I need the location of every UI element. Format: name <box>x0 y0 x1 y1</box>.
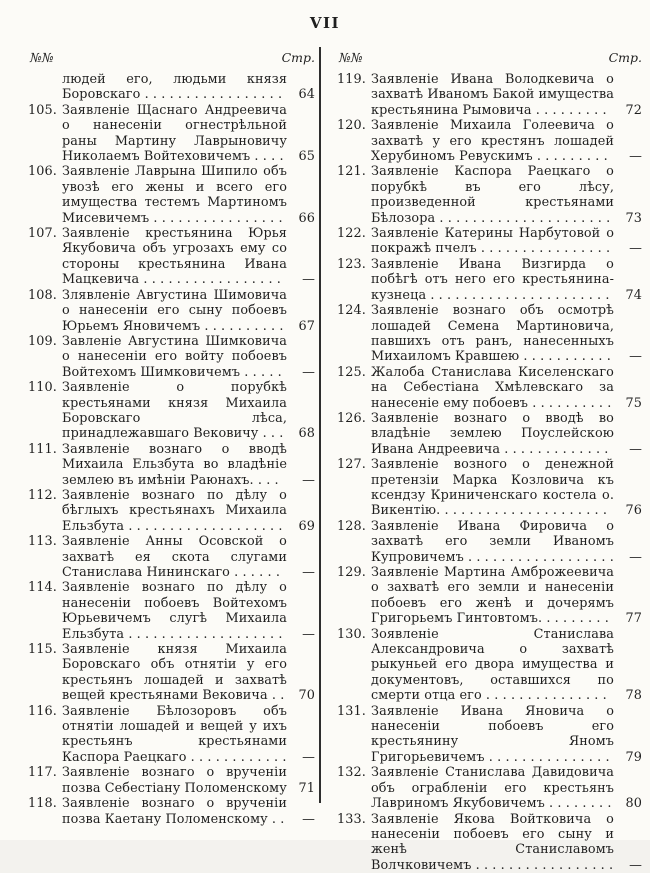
leader-dots: . . . . . . . . . . . . . . . . . . . . <box>440 503 607 518</box>
leader-dots: . . . . . . . . . . . . . . . . <box>477 241 610 256</box>
entry-title: Заявленіе возного о денежной претензіи Марка Козловича къ ксендзу Криниченскаго костела о. Викентію. <box>371 457 614 518</box>
entry-number: 110. <box>28 380 62 395</box>
toc-entry <box>337 765 642 811</box>
column-header-right <box>337 50 642 72</box>
entry-title: Заявленіе крестьянина Юрья Якубовича объ угрозахъ ему со стороны крестьянина Ивана Мацкевича <box>62 226 287 287</box>
entry-title: Заявленіе Якова Войтковича о нанесеніи побоевъ его сыну и женѣ Станиславомъ Волчковичемъ <box>371 812 614 873</box>
toc-entry <box>28 580 315 642</box>
entry-number: 108. <box>28 288 62 303</box>
entry-page-number: 72 <box>626 103 642 118</box>
leader-dots: . . . <box>258 426 283 441</box>
entry-title: Заявленіе Бѣлозоровъ объ отнятіи лошадей и вещей у ихъ крестьянъ крестьянами Каспора Раецкаго <box>62 704 287 765</box>
entry-title: Заявленіе Ивана Яновича о нанесеніи побоевъ его крестьянину Яномъ Григорьевичемъ <box>371 704 614 765</box>
entry-title: Заявленіе Ивана Фировича о захватѣ его земли Иваномъ Купровичемъ <box>371 519 614 565</box>
entry-number: 130. <box>337 627 371 642</box>
toc-entry <box>28 442 315 488</box>
entry-number: 129. <box>337 565 371 580</box>
entry-number: 124. <box>337 303 371 318</box>
entry-title: Заявленіе вознаго о врученіи позва Каетану Поломенскому <box>62 796 287 826</box>
leader-dots: . . . . . . <box>230 565 280 580</box>
entry-number: 118. <box>28 796 62 811</box>
leader-dots: . . . . . . . . . . . . . . . . . . <box>464 550 614 565</box>
entry-number: 107. <box>28 226 62 241</box>
entry-title: людей его, людьми князя Боровскаго <box>62 72 287 102</box>
toc-entry <box>337 257 642 303</box>
entry-page-number: — <box>629 349 642 364</box>
entry-number: 131. <box>337 704 371 719</box>
leader-dots: . . . . . . . . . . <box>528 396 611 411</box>
entry-title: Жалоба Станислава Киселенскаго на Себестіана Хмѣлевскаго за нанесеніе ему побоевъ <box>371 365 614 411</box>
entry-title: Заявленіе вознаго о врученіи позва Себестіану Поломенскому <box>62 765 287 795</box>
entry-page-number: 66 <box>299 211 315 226</box>
leader-dots: . . . . . . . . . . . . . . . . . <box>140 87 282 102</box>
leader-dots: . . . <box>254 473 279 488</box>
toc-entry <box>337 704 642 766</box>
numbers-column-header: №№ <box>30 50 54 65</box>
entry-number: 116. <box>28 704 62 719</box>
toc-entry <box>28 380 315 442</box>
entry-title: Зоявленіе Станислава Александровича о захватѣ рыкуньей его двора имущества и документовъ, оставшихся по смерти отца его <box>371 627 614 704</box>
toc-entry <box>28 534 315 580</box>
entry-title: Заявленіе вознаго о вводѣ во владѣніе землею Поуслейскою Ивана Андреевича <box>371 411 614 457</box>
entry-number: 115. <box>28 642 62 657</box>
entry-title: Заявленіе Мартина Амброжеевича о захватѣ его земли и нанесеніи побоевъ его женѣ и дочерямъ Григорьемъ Гинтовтомъ. <box>371 565 614 626</box>
entry-page-number: — <box>629 149 642 164</box>
toc-entry <box>28 765 315 796</box>
toc-entries-right <box>337 72 642 873</box>
toc-entry <box>337 411 642 457</box>
leader-dots: . . <box>268 688 285 703</box>
toc-entry <box>337 565 642 627</box>
leader-dots: . . . . . . . . . . . . . . . . . <box>471 858 613 873</box>
entry-page-number: — <box>302 365 315 380</box>
leader-dots: . . . . . . . . . . . . . . . <box>482 688 607 703</box>
entry-title: Заявленіе Катерины Нарбутовой о покражѣ пчелъ <box>371 226 614 256</box>
toc-column-left <box>28 50 315 827</box>
entry-page-number: 65 <box>299 149 315 164</box>
entry-number: 117. <box>28 765 62 780</box>
entry-page-number: — <box>629 550 642 565</box>
entry-page-number: 71 <box>299 781 315 796</box>
entry-title: Заявленіе Каспора Раецкаго о порубкѣ въ его лѣсу, произведенной крестьянами Бѣлозора <box>371 164 614 225</box>
toc-column-right <box>337 50 642 873</box>
entry-number: 122. <box>337 226 371 241</box>
toc-entry <box>337 365 642 411</box>
entry-number: 105. <box>28 103 62 118</box>
toc-entry <box>28 334 315 380</box>
toc-entry <box>337 519 642 565</box>
leader-dots: . . . . . . . . . . . . . . . . . . . <box>124 627 282 642</box>
toc-entry <box>337 812 642 873</box>
entry-page-number: 67 <box>299 319 315 334</box>
toc-entry <box>28 164 315 226</box>
entry-number: 133. <box>337 812 371 827</box>
entry-title: Заявленіе Анны Осовской о захватѣ ея скота слугами Станислава Нининскаго <box>62 534 287 580</box>
entry-number: 127. <box>337 457 371 472</box>
entry-number: 125. <box>337 365 371 380</box>
entry-page-number: — <box>302 272 315 287</box>
entry-title: Заявленіе о порубкѣ крестьянами князя Михаила Боровскаго лѣса, принадлежавшаго Вековичу <box>62 380 287 441</box>
entry-page-number: 75 <box>626 396 642 411</box>
leader-dots: . . . . . . . . . . . . . . . <box>485 750 610 765</box>
entry-number: 114. <box>28 580 62 595</box>
entry-page-number: 74 <box>626 288 642 303</box>
toc-entry <box>28 226 315 288</box>
entry-number: 132. <box>337 765 371 780</box>
leader-dots: . . . . . <box>240 365 282 380</box>
entry-number: 111. <box>28 442 62 457</box>
toc-entry <box>28 103 315 165</box>
entry-page-number: — <box>302 812 315 827</box>
entry-page-number: 73 <box>626 211 642 226</box>
entry-page-number: 79 <box>626 750 642 765</box>
entry-title: Заявленіе князя Михаила Боровскаго объ отнятіи у его крестьянъ лошадей и захватѣ вещей крестьянами Вековича <box>62 642 287 703</box>
entry-number: 120. <box>337 118 371 133</box>
page-column-header: Стр. <box>609 50 642 65</box>
entry-page-number: — <box>302 750 315 765</box>
entry-title: Заявленіе Станислава Давидовича объ ограбленіи его крестьянъ Лавриномъ Якубовичемъ <box>371 765 614 811</box>
entry-page-number: — <box>302 473 315 488</box>
entry-title: Заявленіе Михаила Голеевича о захватѣ у его крестянъ лошадей Херубиномъ Ревускимъ <box>371 118 614 164</box>
leader-dots: . . . . . . . . <box>542 611 609 626</box>
entry-title: Заявленіе Щаснаго Андреевича о нанесеніи огнестрѣльной раны Мартину Лаврыновичу Николаемъ Войтеховичемъ <box>62 103 287 164</box>
toc-entry <box>28 642 315 704</box>
entry-page-number: 78 <box>626 688 642 703</box>
entry-page-number: — <box>629 858 642 873</box>
leader-dots: . . . . . . . . . . . <box>519 349 611 364</box>
entry-title: Заявленіе вознаго о вводѣ Михаила Ельзбута во владѣніе землею въ имѣніи Раюнахъ. <box>62 442 287 488</box>
entry-title: Завленіе Августина Шимковича о нанесеніи его войту побоевъ Войтехомъ Шимковичемъ <box>62 334 287 380</box>
toc-entry <box>28 488 315 534</box>
entry-title: Заявленіе вознаго объ осмотрѣ лошадей Семена Мартиновича, павшихъ отъ ранъ, нанесенныхъ Михаиломъ Кравшею <box>371 303 614 364</box>
entry-title: Заявленіе вознаго по дѣлу о бѣглыхъ крестьянахъ Михаила Ельзбута <box>62 488 287 534</box>
leader-dots: . . . . . . . . . <box>533 149 608 164</box>
entry-page-number: — <box>629 442 642 457</box>
entry-number: 112. <box>28 488 62 503</box>
leader-dots: . . . . <box>250 149 283 164</box>
entry-title: Заявленіе Ивана Володкевича о захватѣ Иваномъ Бакой имущества крестьянина Рымовича <box>371 72 614 118</box>
entry-page-number: 68 <box>299 426 315 441</box>
entry-number: 113. <box>28 534 62 549</box>
entry-title: Заявленіе Лаврына Шипило объ увозѣ его жены и всего его имущества тестемъ Мартиномъ Мисевичемъ <box>62 164 287 225</box>
entry-page-number: 80 <box>626 796 642 811</box>
entry-number: 119. <box>337 72 371 87</box>
leader-dots: . . . . . . . . . . <box>200 319 283 334</box>
leader-dots: . . . . . . . . . . . . . . . . . . . . . <box>435 211 610 226</box>
entry-page-number: 76 <box>626 503 642 518</box>
leader-dots: . . . . . . . . <box>545 796 612 811</box>
leader-dots: . . <box>268 812 285 827</box>
column-divider <box>319 47 321 803</box>
column-header-left <box>28 50 315 72</box>
toc-entry <box>337 627 642 704</box>
page-column-header: Стр. <box>282 50 315 65</box>
toc-entry <box>28 796 315 827</box>
leader-dots: . . . . . . . . . . . . . . . . <box>149 211 282 226</box>
toc-entry <box>337 118 642 164</box>
toc-entry <box>337 164 642 226</box>
toc-entry <box>337 226 642 257</box>
toc-entry <box>28 72 315 103</box>
leader-dots: . . . . . . . . . . . . . . . . . . . <box>124 519 282 534</box>
entry-number: 106. <box>28 164 62 179</box>
toc-entry <box>337 457 642 519</box>
toc-entry <box>337 303 642 365</box>
entry-title: Заявленіе Ивана Визгирда о побѣгѣ отъ него его крестьянина-кузнеца <box>371 257 614 303</box>
entry-number: 109. <box>28 334 62 349</box>
entry-page-number: — <box>302 565 315 580</box>
entry-page-number: 64 <box>299 87 315 102</box>
leader-dots: . . . . . . . . . . . . . <box>500 442 608 457</box>
entry-page-number: 70 <box>299 688 315 703</box>
numbers-column-header: №№ <box>339 50 363 65</box>
toc-entries-left <box>28 72 315 827</box>
entry-number: 123. <box>337 257 371 272</box>
entry-page-number: 69 <box>299 519 315 534</box>
entry-title: Заявленіе вознаго по дѣлу о нанесеніи побоевъ Войтехомъ Юрьевичемъ слугѣ Михаила Ельзбута <box>62 580 287 641</box>
entry-number: 128. <box>337 519 371 534</box>
toc-entry <box>337 72 642 118</box>
entry-page-number: 77 <box>626 611 642 626</box>
entry-number: 126. <box>337 411 371 426</box>
entry-page-number: — <box>629 241 642 256</box>
leader-dots: . . . . . . . . . . . . . . . . . <box>139 272 281 287</box>
leader-dots: . . . . . . . . . . . . <box>187 750 287 765</box>
entry-page-number: — <box>302 627 315 642</box>
leader-dots: . . . . . . . . . <box>532 103 607 118</box>
toc-entry <box>28 704 315 766</box>
leader-dots: . . . . . . . . . . . . . . . . . . . . . . <box>426 288 609 303</box>
entry-title: Злявленіе Августина Шимовича о нанесеніи его сыну побоевъ Юрьемъ Яновичемъ <box>62 288 287 334</box>
entry-number: 121. <box>337 164 371 179</box>
page-folio: VII <box>0 14 650 32</box>
toc-entry <box>28 288 315 334</box>
